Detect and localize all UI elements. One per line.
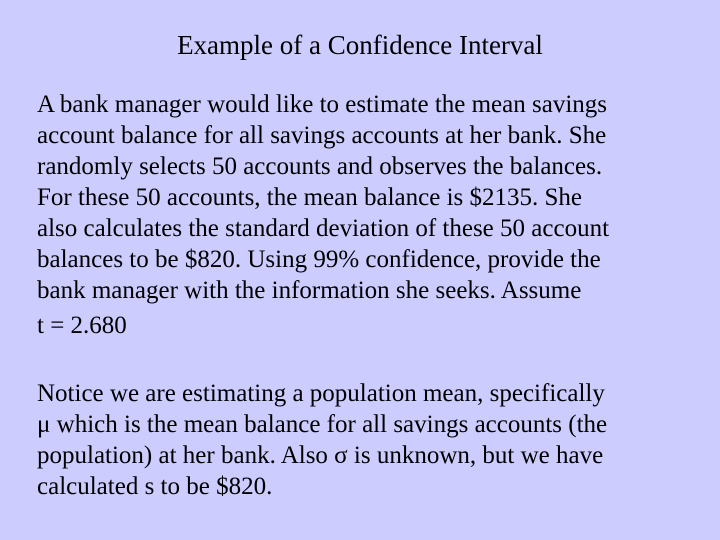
problem-line: A bank manager would like to estimate the mean savings <box>37 91 607 118</box>
notice-line: Notice we are estimating a population mean, specifically <box>37 380 605 407</box>
notice-line: calculated s to be $820. <box>37 473 273 500</box>
t-value-line: t = 2.680 <box>37 312 127 339</box>
notice-line: μ which is the mean balance for all savings accounts (the <box>37 411 608 438</box>
notice-paragraph <box>37 378 697 502</box>
notice-line: population) at her bank. Also σ is unknown, but we have <box>37 442 604 469</box>
problem-line: balances to be $820. Using 99% confidence, provide the <box>37 246 601 273</box>
problem-line: randomly selects 50 accounts and observes the balances. <box>37 153 603 180</box>
problem-line: For these 50 accounts, the mean balance is $2135. She <box>37 184 582 211</box>
problem-line: bank manager with the information she seeks. Assume <box>37 277 582 304</box>
problem-line: also calculates the standard deviation of these 50 account <box>37 215 610 242</box>
problem-statement <box>37 89 697 306</box>
problem-line: account balance for all savings accounts at her bank. She <box>37 122 607 149</box>
slide-title: Example of a Confidence Interval <box>177 30 543 60</box>
